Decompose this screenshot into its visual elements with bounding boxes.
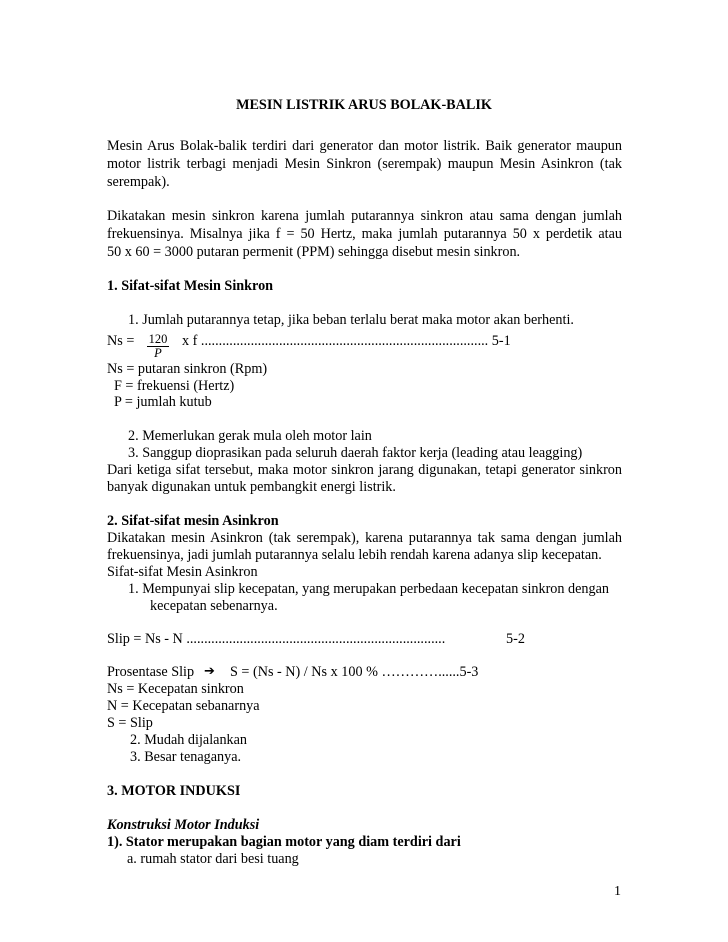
section-2-item-1-line-2: kecepatan sebenarnya.	[150, 598, 278, 614]
definition-slip-ns: Ns = Kecepatan sinkron	[107, 681, 244, 697]
section-1-item-3: 3. Sanggup dioprasikan pada seluruh daerah faktor kerja (leading atau leagging)	[128, 445, 583, 461]
definition-slip-n: N = Kecepatan sebanarnya	[107, 698, 260, 714]
equation-5-1-rest: x f ................................................................................. 5-1	[182, 333, 511, 349]
section-2-paragraph-line-2: frekuensinya, jadi jumlah putarannya selalu lebih rendah karena adanya slip kecepatan.	[107, 547, 602, 563]
section-3-heading: 3. MOTOR INDUKSI	[107, 783, 241, 799]
page-number: 1	[614, 884, 621, 899]
equation-5-3-label: Prosentase Slip	[107, 664, 195, 680]
definition-f: F = frekuensi (Hertz)	[114, 378, 235, 394]
intro-paragraph-2-line-1: Dikatakan mesin sinkron karena jumlah putarannya sinkron atau sama dengan jumlah	[107, 208, 622, 224]
section-1-conclusion-line-2: banyak digunakan untuk pembangkit energi listrik.	[107, 479, 396, 495]
section-2-item-3: 3. Besar tenaganya.	[130, 749, 242, 765]
fraction-numerator: 120	[148, 332, 168, 346]
section-2-item-1-line-1: 1. Mempunyai slip kecepatan, yang merupakan perbedaan kecepatan sinkron dengan	[128, 581, 610, 597]
intro-paragraph-1-line-3: serempak).	[107, 174, 170, 190]
section-1-heading: 1. Sifat-sifat Mesin Sinkron	[107, 278, 274, 294]
section-2-heading: 2. Sifat-sifat mesin Asinkron	[107, 513, 279, 529]
equation-5-2-number: 5-2	[506, 631, 525, 647]
section-1-conclusion-line-1: Dari ketiga sifat tersebut, maka motor sinkron jarang digunakan, tetapi generator sinkron	[107, 462, 622, 478]
definition-ns: Ns = putaran sinkron (Rpm)	[107, 361, 268, 377]
equation-5-2: Slip = Ns - N .........................................................................	[107, 631, 446, 647]
section-2-subheading: Sifat-sifat Mesin Asinkron	[107, 564, 258, 580]
section-1-item-2: 2. Memerlukan gerak mula oleh motor lain	[128, 428, 372, 444]
section-2-paragraph-line-1: Dikatakan mesin Asinkron (tak serempak), karena putarannya tak sama dengan jumlah	[107, 530, 622, 546]
intro-paragraph-2-line-3: 50 x 60 = 3000 putaran permenit (PPM) sehingga disebut mesin sinkron.	[107, 244, 521, 260]
definition-slip-s: S = Slip	[107, 715, 153, 731]
equation-5-3: S = (Ns - N) / Ns x 100 % …………......5-3	[230, 664, 479, 680]
intro-paragraph-1-line-1: Mesin Arus Bolak-balik terdiri dari generator dan motor listrik. Baik generator maupun	[107, 138, 622, 154]
section-2-item-2: 2. Mudah dijalankan	[130, 732, 248, 748]
section-3-item-1a: a. rumah stator dari besi tuang	[127, 851, 299, 867]
intro-paragraph-2-line-2: frekuensinya. Misalnya jika f = 50 Hertz, maka jumlah putarannya 50 x perdetik atau	[107, 226, 622, 242]
section-3-subheading: Konstruksi Motor Induksi	[107, 817, 260, 833]
intro-paragraph-1-line-2: motor listrik terbagi menjadi Mesin Sinkron (serempak) maupun Mesin Asinkron (tak	[107, 156, 622, 172]
right-arrow-icon: ➔	[204, 664, 215, 679]
page-title: MESIN LISTRIK ARUS BOLAK-BALIK	[236, 97, 492, 113]
equation-5-1-lhs: Ns =	[107, 333, 135, 349]
section-3-item-1: 1). Stator merupakan bagian motor yang diam terdiri dari	[107, 834, 461, 850]
section-1-item-1: 1. Jumlah putarannya tetap, jika beban terlalu berat maka motor akan berhenti.	[128, 312, 574, 328]
definition-p: P = jumlah kutub	[114, 394, 212, 410]
fraction-denominator: P	[154, 346, 162, 360]
